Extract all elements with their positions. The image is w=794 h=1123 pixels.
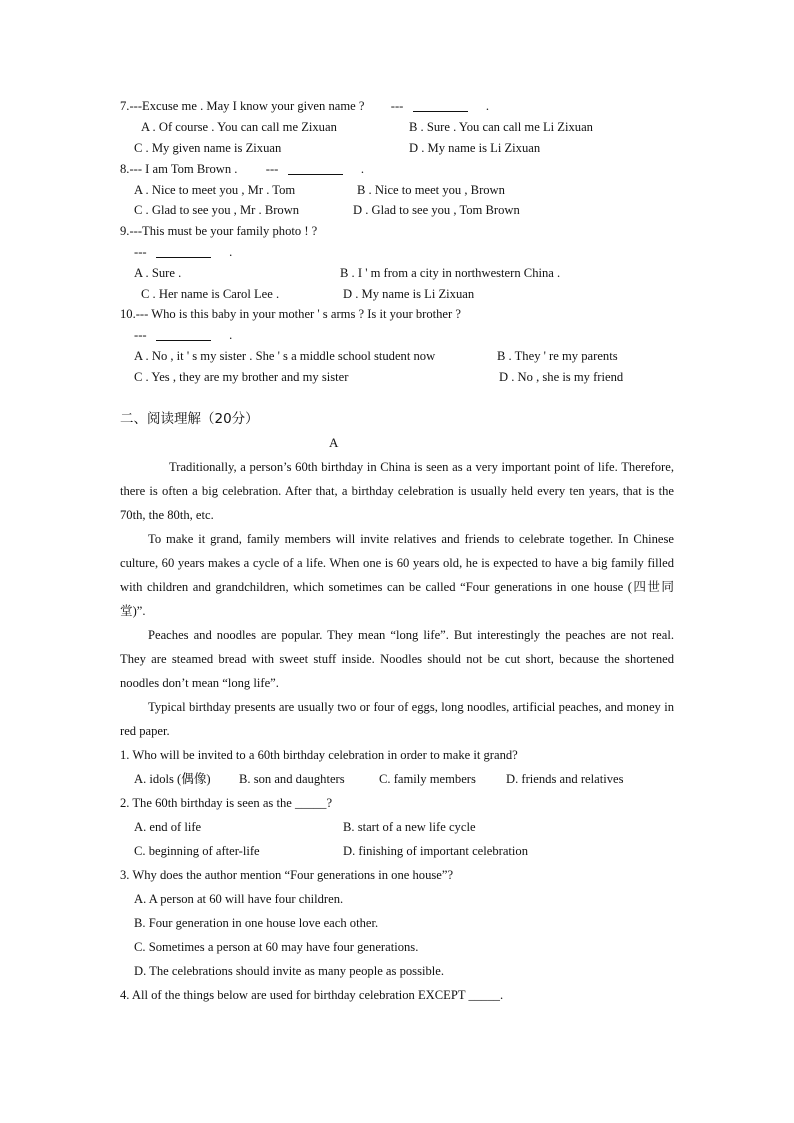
reading-q3-stem: 3. Why does the author mention “Four generations in one house”? — [120, 868, 454, 882]
reading-q2-option-a: A. end of life — [134, 820, 202, 834]
q7-stem: 7.---Excuse me . May I know your given name ? — [120, 99, 365, 113]
section-heading-reading: 二、阅读理解（20分） — [120, 411, 259, 427]
q10-option-c: C . Yes , they are my brother and my sister — [134, 370, 349, 384]
reading-q1-stem: 1. Who will be invited to a 60th birthday celebration in order to make it grand? — [120, 748, 518, 762]
reading-q3-option-c: C. Sometimes a person at 60 may have four generations. — [134, 940, 419, 954]
passage-paragraph-3: Peaches and noodles are popular. They mean “long life”. But interestingly the peaches are not real. They are steamed bread with sweet stuff inside. Noodles should not be cut short, because the shortened noodles don’t mean “long life”. — [120, 628, 674, 690]
q7-option-d: D . My name is Li Zixuan — [409, 141, 541, 155]
q8-option-d: D . Glad to see you , Tom Brown — [353, 203, 520, 217]
q8-option-a: A . Nice to meet you , Mr . Tom — [134, 183, 296, 197]
reading-q1-option-a: A. idols (偶像) — [134, 772, 211, 786]
passage-paragraph-1: Traditionally, a person’s 60th birthday in China is seen as a very important point of life. Therefore, there is often a big celebration. After that, a birthday celebration is usually held every ten years, that is the 70th, the 80th, etc. — [120, 460, 674, 522]
q7-end: . — [485, 99, 489, 113]
q9-stem: 9.---This must be your family photo ! ? — [120, 224, 318, 238]
passage-label: A — [329, 435, 339, 450]
q7-reply-dash: --- — [390, 99, 404, 113]
q7-option-a: A . Of course . You can call me Zixuan — [141, 120, 337, 134]
q8-reply-dash: --- — [265, 162, 279, 176]
q8-option-c: C . Glad to see you , Mr . Brown — [134, 203, 300, 217]
reading-q2-stem: 2. The 60th birthday is seen as the _____? — [120, 796, 333, 810]
q10-option-d: D . No , she is my friend — [499, 370, 624, 384]
q9-end: . — [229, 245, 233, 259]
q10-stem: 10.--- Who is this baby in your mother ' s arms ? Is it your brother ? — [120, 307, 461, 321]
q10-option-b: B . They ' re my parents — [497, 349, 618, 363]
q9-option-a: A . Sure . — [134, 266, 182, 280]
q10-reply-line — [134, 327, 232, 343]
q7-blank — [413, 111, 468, 112]
q9-option-b: B . I ' m from a city in northwestern China . — [340, 266, 561, 280]
q7-stem-line — [120, 98, 489, 114]
q8-option-b: B . Nice to meet you , Brown — [357, 183, 505, 197]
q8-stem: 8.--- I am Tom Brown . — [120, 162, 238, 176]
q8-blank — [288, 174, 343, 175]
reading-q2-option-b: B. start of a new life cycle — [343, 820, 476, 834]
q9-option-d: D . My name is Li Zixuan — [343, 287, 475, 301]
passage-paragraph-2: To make it grand, family members will invite relatives and friends to celebrate together. In Chinese culture, 60 years makes a cycle of a life. When one is 60 years old, he is expected to have a big family filled with children and grandchildren, which sometimes can be called “Four generations in one house (四世同堂)”. — [120, 532, 674, 618]
q8-end: . — [360, 162, 364, 176]
q10-reply-dash: --- — [134, 328, 147, 342]
reading-q2-option-c: C. beginning of after-life — [134, 844, 260, 858]
reading-q3-option-d: D. The celebrations should invite as many people as possible. — [134, 964, 444, 978]
q9-option-c: C . Her name is Carol Lee . — [141, 287, 280, 301]
q10-end: . — [229, 328, 233, 342]
reading-q1-option-b: B. son and daughters — [239, 772, 345, 786]
q10-blank — [156, 340, 211, 341]
reading-q3-option-a: A. A person at 60 will have four children. — [134, 892, 344, 906]
reading-q1-option-d: D. friends and relatives — [506, 772, 624, 786]
reading-q4-stem: 4. All of the things below are used for birthday celebration EXCEPT _____. — [120, 988, 504, 1002]
q9-reply-line — [134, 244, 232, 260]
q10-option-a: A . No , it ' s my sister . She ' s a middle school student now — [134, 349, 436, 363]
q9-blank — [156, 257, 211, 258]
reading-q1-option-c: C. family members — [379, 772, 476, 786]
q7-option-c: C . My given name is Zixuan — [134, 141, 282, 155]
q9-reply-dash: --- — [134, 245, 147, 259]
reading-q2-option-d: D. finishing of important celebration — [343, 844, 529, 858]
q7-option-b: B . Sure . You can call me Li Zixuan — [409, 120, 593, 134]
reading-q3-option-b: B. Four generation in one house love each other. — [134, 916, 379, 930]
q8-stem-line — [120, 161, 364, 177]
passage-paragraph-4: Typical birthday presents are usually two or four of eggs, long noodles, artificial peaches, and money in red paper. — [120, 700, 674, 738]
